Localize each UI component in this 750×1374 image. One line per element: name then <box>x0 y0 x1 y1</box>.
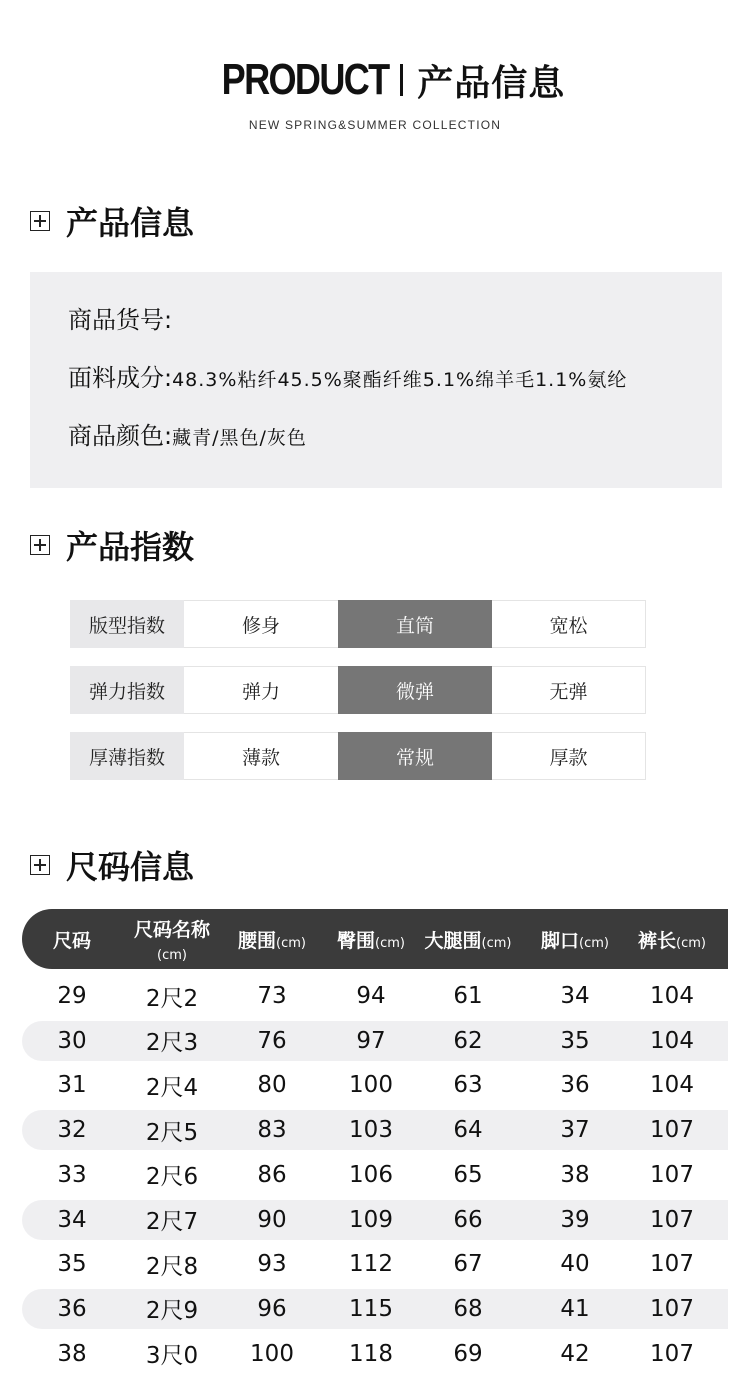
index-label: 弹力指数 <box>70 666 184 714</box>
table-row <box>22 1334 728 1374</box>
size-column-unit: (cm) <box>375 935 405 951</box>
index-option: 弹力 <box>184 666 338 714</box>
table-row <box>22 1244 728 1284</box>
table-cell: 36 <box>57 1295 87 1322</box>
header-title-line <box>0 52 750 108</box>
index-option: 无弹 <box>492 666 646 714</box>
table-cell: 118 <box>349 1340 393 1367</box>
table-cell: 2尺5 <box>145 1119 199 1146</box>
section-title: 产品指数 <box>66 528 195 566</box>
table-cell: 63 <box>453 1072 483 1099</box>
info-row-fabric <box>68 358 627 393</box>
table-cell: 36 <box>560 1072 590 1099</box>
section-heading-info <box>30 198 194 244</box>
size-column-unit: (cm) <box>276 935 306 951</box>
table-cell: 112 <box>349 1251 393 1278</box>
table-cell: 42 <box>560 1340 590 1367</box>
size-column-label: 大腿围 <box>424 929 482 952</box>
section-heading-size <box>30 842 194 888</box>
table-cell: 90 <box>257 1206 287 1233</box>
size-column-label: 裤长 <box>638 929 677 952</box>
size-table-header <box>22 909 728 969</box>
info-row-item-number <box>68 300 172 335</box>
table-cell: 76 <box>257 1027 287 1054</box>
table-cell: 2尺6 <box>145 1164 199 1191</box>
table-cell: 83 <box>257 1117 287 1144</box>
size-column-header <box>222 909 322 969</box>
size-column-sub-unit: (cm) <box>157 948 187 963</box>
table-cell: 2尺8 <box>145 1253 199 1280</box>
table-cell: 62 <box>453 1027 483 1054</box>
table-cell: 104 <box>650 1072 694 1099</box>
size-column-label: 臀围 <box>337 929 376 952</box>
index-label: 厚薄指数 <box>70 732 184 780</box>
header-separator <box>400 64 403 96</box>
table-cell: 38 <box>560 1161 590 1188</box>
table-cell: 68 <box>453 1295 483 1322</box>
table-cell: 61 <box>453 983 483 1009</box>
index-row-fit <box>70 600 646 648</box>
table-cell: 2尺9 <box>145 1298 199 1325</box>
table-cell: 31 <box>57 1072 87 1099</box>
table-cell: 38 <box>57 1340 87 1367</box>
table-cell: 30 <box>57 1027 87 1054</box>
size-column-unit: (cm) <box>579 935 609 951</box>
index-option: 薄款 <box>184 732 338 780</box>
table-cell: 29 <box>57 983 87 1009</box>
table-cell: 2尺3 <box>145 1030 199 1057</box>
table-cell: 40 <box>560 1251 590 1278</box>
size-column-label: 尺码名称 <box>133 919 210 941</box>
table-cell: 80 <box>257 1072 287 1099</box>
table-cell: 35 <box>57 1251 87 1278</box>
table-row <box>22 1110 728 1150</box>
table-cell: 34 <box>560 983 590 1009</box>
table-cell: 34 <box>57 1206 87 1233</box>
info-label: 面料成分: <box>68 364 173 392</box>
table-cell: 107 <box>650 1161 694 1188</box>
size-column-header <box>413 909 523 969</box>
table-cell: 107 <box>650 1295 694 1322</box>
table-cell: 2尺4 <box>145 1074 199 1101</box>
page-header <box>0 52 750 132</box>
table-row <box>22 1065 728 1105</box>
plus-box-icon <box>30 535 50 555</box>
table-row <box>22 1155 728 1195</box>
table-cell: 107 <box>650 1340 694 1367</box>
size-column-header <box>525 909 625 969</box>
table-cell: 41 <box>560 1295 590 1322</box>
table-cell: 86 <box>257 1161 287 1188</box>
table-cell: 73 <box>257 983 287 1009</box>
header-subtitle: NEW SPRING&SUMMER COLLECTION <box>248 118 502 132</box>
size-column-unit: (cm) <box>676 935 706 951</box>
size-column-header <box>622 909 722 969</box>
index-label: 版型指数 <box>70 600 184 648</box>
size-column-header <box>27 909 117 969</box>
size-column-label: 腰围 <box>238 929 277 952</box>
table-cell: 33 <box>57 1161 87 1188</box>
table-cell: 104 <box>650 1027 694 1054</box>
table-cell: 94 <box>356 983 386 1009</box>
plus-box-icon <box>30 855 50 875</box>
info-row-color <box>68 416 307 451</box>
info-label: 商品颜色: <box>68 422 173 450</box>
index-row-stretch <box>70 666 646 714</box>
info-value: 48.3%粘纤45.5%聚酯纤维5.1%绵羊毛1.1%氨纶 <box>172 369 628 391</box>
table-row <box>22 1021 728 1061</box>
index-row-thickness <box>70 732 646 780</box>
table-cell: 66 <box>453 1206 483 1233</box>
table-cell: 69 <box>453 1340 483 1367</box>
table-cell: 115 <box>349 1295 393 1322</box>
index-option-selected: 常规 <box>338 732 492 780</box>
table-row <box>22 976 728 1016</box>
table-cell: 2尺7 <box>145 1209 199 1235</box>
index-option: 宽松 <box>492 600 646 648</box>
table-cell: 100 <box>349 1072 393 1099</box>
table-cell: 104 <box>650 983 694 1009</box>
table-cell: 35 <box>560 1027 590 1054</box>
table-cell: 39 <box>560 1206 590 1233</box>
table-cell: 109 <box>349 1206 393 1233</box>
info-value: 藏青/黑色/灰色 <box>172 427 307 449</box>
size-column-header <box>117 909 227 969</box>
product-info-panel <box>30 272 722 488</box>
size-column-header <box>321 909 421 969</box>
table-cell: 107 <box>650 1206 694 1233</box>
section-title: 尺码信息 <box>66 848 195 886</box>
table-row <box>22 1200 728 1240</box>
table-cell: 107 <box>650 1251 694 1278</box>
table-cell: 103 <box>349 1117 393 1144</box>
table-cell: 65 <box>453 1161 483 1188</box>
table-cell: 64 <box>453 1117 483 1144</box>
table-cell: 100 <box>250 1340 294 1367</box>
header-title-en: PRODUCT <box>221 55 389 104</box>
table-row <box>22 1289 728 1329</box>
table-cell: 2尺2 <box>145 985 199 1012</box>
plus-box-icon <box>30 211 50 231</box>
section-title: 产品信息 <box>66 204 195 242</box>
size-column-label: 脚口 <box>541 929 580 952</box>
index-option-selected: 微弹 <box>338 666 492 714</box>
header-title-cn: 产品信息 <box>417 62 566 104</box>
index-option: 修身 <box>184 600 338 648</box>
table-cell: 97 <box>356 1027 386 1054</box>
table-cell: 106 <box>349 1161 393 1188</box>
table-cell: 107 <box>650 1117 694 1144</box>
index-option: 厚款 <box>492 732 646 780</box>
table-cell: 32 <box>57 1117 87 1144</box>
index-option-selected: 直筒 <box>338 600 492 648</box>
table-cell: 93 <box>257 1251 287 1278</box>
table-cell: 3尺0 <box>145 1343 199 1370</box>
size-column-label: 尺码 <box>52 929 91 952</box>
size-column-unit: (cm) <box>481 935 512 951</box>
table-cell: 37 <box>560 1117 590 1144</box>
info-label: 商品货号: <box>68 306 173 334</box>
table-cell: 96 <box>257 1295 287 1322</box>
table-cell: 67 <box>453 1251 483 1278</box>
section-heading-index <box>30 522 194 568</box>
